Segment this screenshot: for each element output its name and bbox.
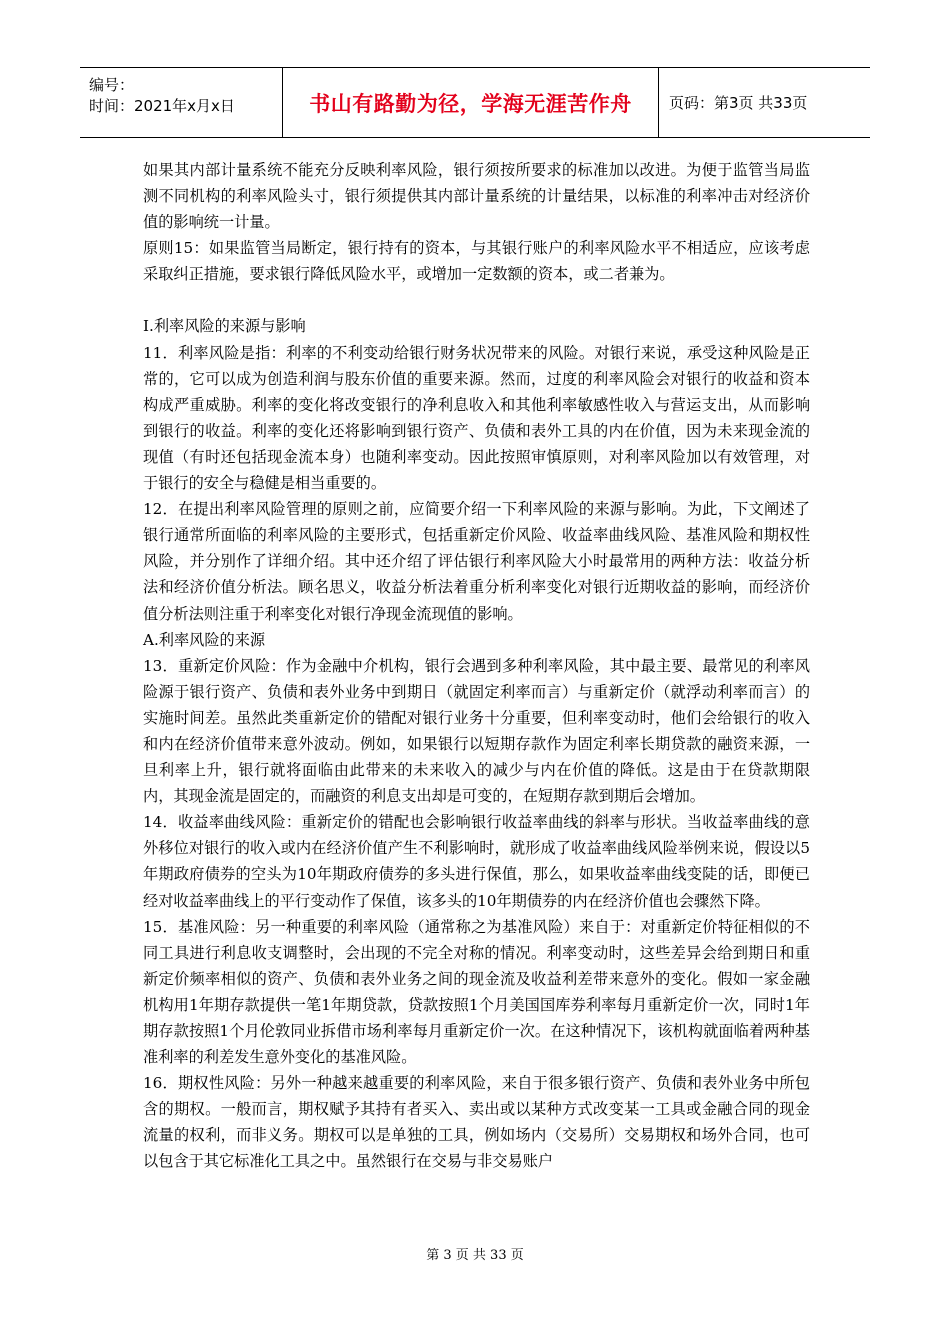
- paragraph: 16．期权性风险：另外一种越来越重要的利率风险，来自于很多银行资产、负债和表外业务中所包含的期权。一般而言，期权赋予其持有者买入、卖出或以某种方式改变某一工具或金融合同的现金流量的权利，而非义务。期权可以是单独的工具，例如场内（交易所）交易期权和场外合同，也可以包含于其它标准化工具之中。虽然银行在交易与非交易账户: [143, 1074, 810, 1171]
- header-page-info: 页码：第3页 共33页: [658, 68, 870, 137]
- page-header: [80, 67, 870, 138]
- document-number-label: 编号：: [89, 76, 135, 94]
- paragraph: 12．在提出利率风险管理的原则之前，应简要介绍一下利率风险的来源与影响。为此，下文阐述了银行通常所面临的利率风险的主要形式，包括重新定价风险、收益率曲线风险、基准风险和期权性风险，并分别作了详细介绍。其中还介绍了评估银行利率风险大小时最常用的两种方法：收益分析法和经济价值分析法。顾名思义，收益分析法着重分析利率变化对银行近期收益的影响，而经济价值分析法则注重于利率变化对银行净现金流现值的影响。: [143, 500, 810, 623]
- header-motto: 书山有路勤为径，学海无涯苦作舟: [282, 68, 658, 137]
- paragraph: 如果其内部计量系统不能充分反映利率风险，银行须按所要求的标准加以改进。为便于监管当局监测不同机构的利率风险头寸，银行须提供其内部计量系统的计量结果，以标准的利率冲击对经济价值的影响统一计量。: [143, 161, 810, 232]
- document-date: 时间：2021年x月x日: [89, 97, 235, 115]
- document-body: [143, 157, 810, 1175]
- paragraph: 13．重新定价风险：作为金融中介机构，银行会遇到多种利率风险，其中最主要、最常见的利率风险源于银行资产、负债和表外业务中到期日（就固定利率而言）与重新定价（就浮动利率而言）的实施时间差。虽然此类重新定价的错配对银行业务十分重要，但利率变动时，他们会给银行的收入和内在经济价值带来意外波动。例如，如果银行以短期存款作为固定利率长期贷款的融资来源，一旦利率上升，银行就将面临由此带来的未来收入的减少与内在价值的降低。这是由于在贷款期限内，其现金流是固定的，而融资的利息支出却是可变的，在短期存款到期后会增加。: [143, 656, 810, 806]
- page-footer: 第 3 页 共 33 页: [426, 1248, 524, 1263]
- blank-line: [143, 287, 810, 313]
- header-meta: [80, 68, 282, 137]
- paragraph: 11．利率风险是指：利率的不利变动给银行财务状况带来的风险。对银行来说，承受这种风险是正常的，它可以成为创造利润与股东价值的重要来源。然而，过度的利率风险会对银行的收益和资本构成严重威胁。利率的变化将改变银行的净利息收入和其他利率敏感性收入与营运支出，从而影响到银行的收益。利率的变化还将影响到银行资产、负债和表外工具的内在价值，因为未来现金流的现值（有时还包括现金流本身）也随利率变动。因此按照审慎原则，对利率风险加以有效管理，对于银行的安全与稳健是相当重要的。: [143, 343, 810, 493]
- subsection-heading: A.利率风险的来源: [143, 630, 266, 649]
- paragraph: 14．收益率曲线风险：重新定价的错配也会影响银行收益率曲线的斜率与形状。当收益率曲线的意外移位对银行的收入或内在经济价值产生不利影响时，就形成了收益率曲线风险举例来说，假设以5年期政府债券的空头为10年期政府债券的多头进行保值，那么，如果收益率曲线变陡的话，即便已经对收益率曲线上的平行变动作了保值，该多头的10年期债券的内在经济价值也会骤然下降。: [143, 813, 810, 910]
- paragraph: 原则15：如果监管当局断定，银行持有的资本，与其银行账户的利率风险水平不相适应，应该考虑采取纠正措施，要求银行降低风险水平，或增加一定数额的资本，或二者兼为。: [143, 239, 810, 284]
- section-heading: I.利率风险的来源与影响: [143, 317, 306, 336]
- paragraph: 15．基准风险：另一种重要的利率风险（通常称之为基准风险）来自于：对重新定价特征相似的不同工具进行利息收支调整时，会出现的不完全对称的情况。利率变动时，这些差异会给到期日和重新定价频率相似的资产、负债和表外业务之间的现金流及收益利差带来意外的变化。假如一家金融机构用1年期存款提供一笔1年期贷款，贷款按照1个月美国国库券利率每月重新定价一次，同时1年期存款按照1个月伦敦同业拆借市场利率每月重新定价一次。在这种情况下，该机构就面临着两种基准利率的利差发生意外变化的基准风险。: [143, 917, 810, 1067]
